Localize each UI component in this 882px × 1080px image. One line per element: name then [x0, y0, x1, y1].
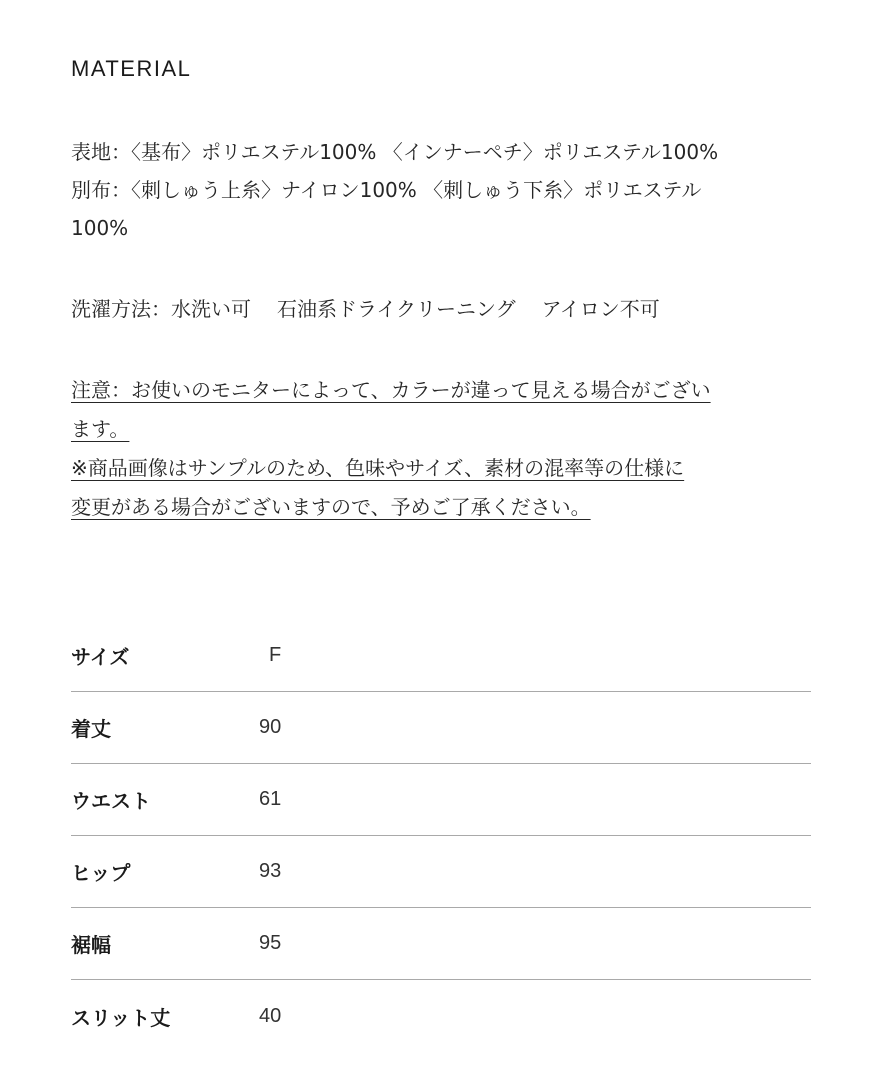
waist-label: ウエスト — [71, 789, 151, 813]
material-composition — [71, 133, 811, 247]
notice-line: 注意：お使いのモニターによって、カラーが違って見える場合がござい — [71, 378, 711, 402]
notice-line: 変更がある場合がございますので、予めご了承ください。 — [71, 495, 591, 519]
hip-value: 93 — [259, 860, 282, 882]
material-line: 100% — [71, 216, 129, 240]
hem-width-value: 95 — [259, 932, 282, 954]
washing-method: 洗濯方法：水洗い可 — [71, 297, 251, 321]
table-row — [71, 620, 811, 692]
material-line: 表地：〈基布〉ポリエステル100% 〈インナーペチ〉ポリエステル100% — [71, 140, 719, 164]
section-title-material: MATERIAL — [71, 56, 192, 81]
size-value: F — [269, 644, 282, 666]
washing-instructions — [71, 290, 811, 328]
table-row — [71, 764, 811, 836]
hip-label: ヒップ — [71, 861, 131, 885]
length-value: 90 — [259, 716, 282, 738]
size-table — [71, 620, 811, 1052]
notice-line: ます。 — [71, 417, 130, 441]
notice-line: ※商品画像はサンプルのため、色味やサイズ、素材の混率等の仕様に — [71, 456, 685, 480]
washing-dry-cleaning: 石油系ドライクリーニング — [277, 297, 516, 321]
size-label: サイズ — [71, 645, 130, 669]
notice-block — [71, 371, 811, 527]
waist-value: 61 — [259, 788, 282, 810]
hem-width-label: 裾幅 — [71, 933, 111, 957]
slit-length-value: 40 — [259, 1004, 282, 1027]
table-row — [71, 692, 811, 764]
table-row — [71, 980, 811, 1052]
slit-length-label: スリット丈 — [71, 1005, 171, 1030]
material-line: 別布：〈刺しゅう上糸〉ナイロン100% 〈刺しゅう下糸〉ポリエステル — [71, 178, 702, 202]
table-row — [71, 908, 811, 980]
table-row — [71, 836, 811, 908]
washing-ironing: アイロン不可 — [541, 297, 660, 321]
length-label: 着丈 — [71, 717, 111, 741]
